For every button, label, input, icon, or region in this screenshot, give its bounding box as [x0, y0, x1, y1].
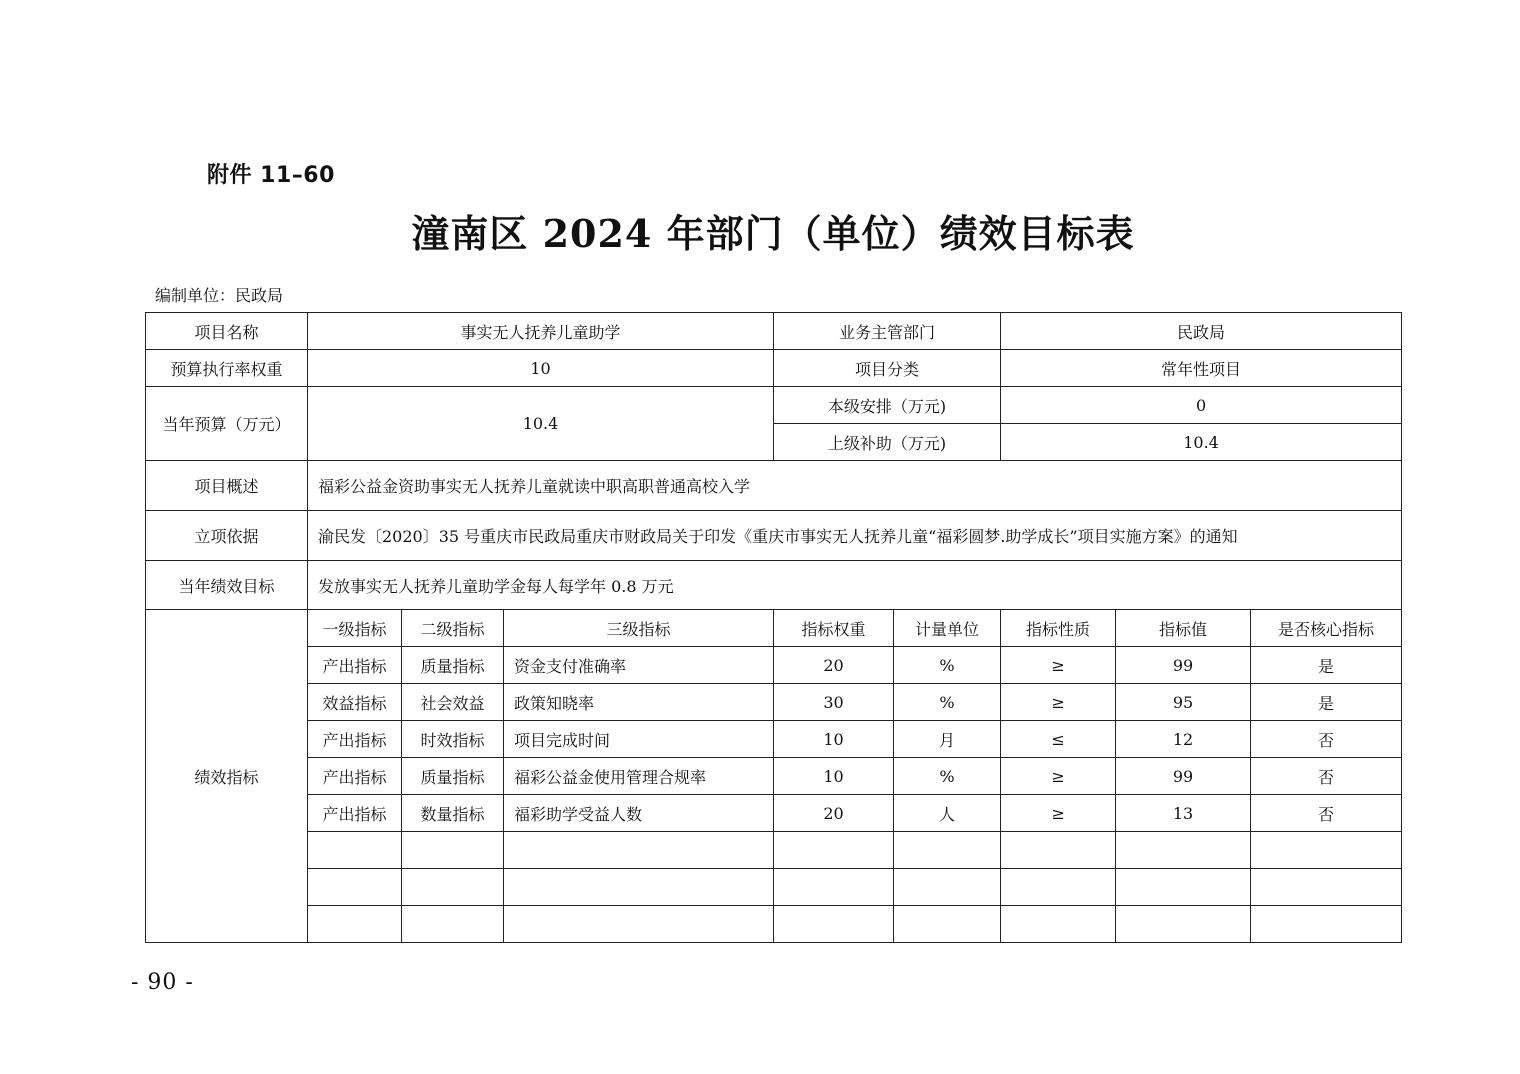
- indicator-cell: [774, 832, 894, 869]
- indicator-cell: 产出指标: [308, 758, 402, 795]
- indicator-cell: 否: [1251, 795, 1402, 832]
- indicator-cell: [402, 906, 504, 943]
- indicator-cell: 是: [1251, 647, 1402, 684]
- indicator-cell: [402, 832, 504, 869]
- label-budget-weight: 预算执行率权重: [146, 350, 308, 387]
- row-basis: [146, 511, 1402, 561]
- label-overview: 项目概述: [146, 461, 308, 511]
- label-basis: 立项依据: [146, 511, 308, 561]
- indicator-row: [146, 832, 1402, 869]
- indicator-cell: 项目完成时间: [504, 721, 774, 758]
- indicator-cell: [1001, 832, 1116, 869]
- label-dept: 业务主管部门: [774, 313, 1001, 350]
- indicator-cell: ≤: [1001, 721, 1116, 758]
- indicator-cell: 月: [894, 721, 1001, 758]
- indicator-cell: %: [894, 684, 1001, 721]
- indicator-cell: 30: [774, 684, 894, 721]
- indicator-cell: [402, 869, 504, 906]
- indicator-row: [146, 906, 1402, 943]
- row-annual-budget: [146, 387, 1402, 424]
- row-budget-weight: [146, 350, 1402, 387]
- indicator-cell: [1251, 832, 1402, 869]
- indicator-cell: 10: [774, 721, 894, 758]
- indicator-row: [146, 869, 1402, 906]
- indicator-cell: [894, 869, 1001, 906]
- indicator-cell: [308, 906, 402, 943]
- indicator-header-cell: 指标值: [1116, 610, 1251, 647]
- value-local: 0: [1001, 387, 1402, 424]
- label-annual-budget: 当年预算（万元）: [146, 387, 308, 461]
- indicator-cell: 福彩助学受益人数: [504, 795, 774, 832]
- row-project-name: [146, 313, 1402, 350]
- indicator-cell: [1001, 906, 1116, 943]
- indicator-cell: [1116, 906, 1251, 943]
- indicator-row: [146, 795, 1402, 832]
- label-project-name: 项目名称: [146, 313, 308, 350]
- value-annual-budget: 10.4: [308, 387, 774, 461]
- indicator-header-cell: 是否核心指标: [1251, 610, 1402, 647]
- indicator-cell: 政策知晓率: [504, 684, 774, 721]
- value-project-name: 事实无人抚养儿童助学: [308, 313, 774, 350]
- indicator-cell: 时效指标: [402, 721, 504, 758]
- label-indicators: 绩效指标: [146, 610, 308, 943]
- indicator-cell: 产出指标: [308, 721, 402, 758]
- indicator-cell: ≥: [1001, 647, 1116, 684]
- indicator-cell: 否: [1251, 758, 1402, 795]
- indicator-cell: 是: [1251, 684, 1402, 721]
- indicator-header-cell: 计量单位: [894, 610, 1001, 647]
- indicator-cell: ≥: [1001, 795, 1116, 832]
- label-goal: 当年绩效目标: [146, 561, 308, 610]
- indicator-cell: [1251, 906, 1402, 943]
- indicator-cell: 20: [774, 647, 894, 684]
- indicator-cell: 社会效益: [402, 684, 504, 721]
- indicator-cell: ≥: [1001, 758, 1116, 795]
- page-number: - 90 -: [131, 970, 194, 995]
- indicator-header-cell: 指标性质: [1001, 610, 1116, 647]
- label-local: 本级安排（万元): [774, 387, 1001, 424]
- indicator-cell: 质量指标: [402, 647, 504, 684]
- value-superior: 10.4: [1001, 424, 1402, 461]
- indicator-row: [146, 758, 1402, 795]
- indicator-cell: [894, 906, 1001, 943]
- indicator-header-cell: 一级指标: [308, 610, 402, 647]
- indicator-cell: [504, 832, 774, 869]
- indicator-cell: 产出指标: [308, 647, 402, 684]
- indicator-row: [146, 647, 1402, 684]
- value-goal: 发放事实无人抚养儿童助学金每人每学年 0.8 万元: [308, 561, 1402, 610]
- indicator-header-cell: 二级指标: [402, 610, 504, 647]
- indicator-cell: 10: [774, 758, 894, 795]
- indicator-cell: [308, 832, 402, 869]
- indicator-cell: 12: [1116, 721, 1251, 758]
- indicator-cell: [504, 869, 774, 906]
- indicator-cell: [774, 869, 894, 906]
- row-goal: [146, 561, 1402, 610]
- indicator-cell: 效益指标: [308, 684, 402, 721]
- row-overview: [146, 461, 1402, 511]
- indicator-cell: 95: [1116, 684, 1251, 721]
- value-basis: 渝民发〔2020〕35 号重庆市民政局重庆市财政局关于印发《重庆市事实无人抚养儿童“福彩圆梦.助学成长”项目实施方案》的通知: [308, 511, 1402, 561]
- indicator-cell: 13: [1116, 795, 1251, 832]
- indicator-cell: [308, 869, 402, 906]
- label-project-type: 项目分类: [774, 350, 1001, 387]
- indicator-cell: [1116, 832, 1251, 869]
- indicator-cell: 20: [774, 795, 894, 832]
- value-project-type: 常年性项目: [1001, 350, 1402, 387]
- indicator-cell: 资金支付准确率: [504, 647, 774, 684]
- indicator-row: [146, 684, 1402, 721]
- value-overview: 福彩公益金资助事实无人抚养儿童就读中职高职普通高校入学: [308, 461, 1402, 511]
- indicator-cell: ≥: [1001, 684, 1116, 721]
- indicator-cell: 产出指标: [308, 795, 402, 832]
- indicator-cell: 数量指标: [402, 795, 504, 832]
- indicator-cell: %: [894, 647, 1001, 684]
- row-indicator-headers: [146, 610, 1402, 647]
- indicator-cell: 福彩公益金使用管理合规率: [504, 758, 774, 795]
- indicator-cell: [504, 906, 774, 943]
- label-superior: 上级补助（万元): [774, 424, 1001, 461]
- indicator-cell: 人: [894, 795, 1001, 832]
- indicator-cell: %: [894, 758, 1001, 795]
- indicator-header-cell: 三级指标: [504, 610, 774, 647]
- indicator-cell: 质量指标: [402, 758, 504, 795]
- indicator-cell: 否: [1251, 721, 1402, 758]
- page-title: 潼南区 2024 年部门（单位）绩效目标表: [411, 211, 1135, 256]
- indicator-cell: [1001, 869, 1116, 906]
- indicator-header-cell: 指标权重: [774, 610, 894, 647]
- attachment-label: 附件 11–60: [207, 163, 335, 188]
- indicator-cell: [774, 906, 894, 943]
- indicator-cell: [894, 832, 1001, 869]
- indicator-cell: [1116, 869, 1251, 906]
- indicator-cell: 99: [1116, 647, 1251, 684]
- value-dept: 民政局: [1001, 313, 1402, 350]
- indicator-row: [146, 721, 1402, 758]
- performance-table: [145, 312, 1402, 943]
- compile-unit: 编制单位：民政局: [155, 286, 284, 305]
- indicator-cell: 99: [1116, 758, 1251, 795]
- indicator-cell: [1251, 869, 1402, 906]
- value-budget-weight: 10: [308, 350, 774, 387]
